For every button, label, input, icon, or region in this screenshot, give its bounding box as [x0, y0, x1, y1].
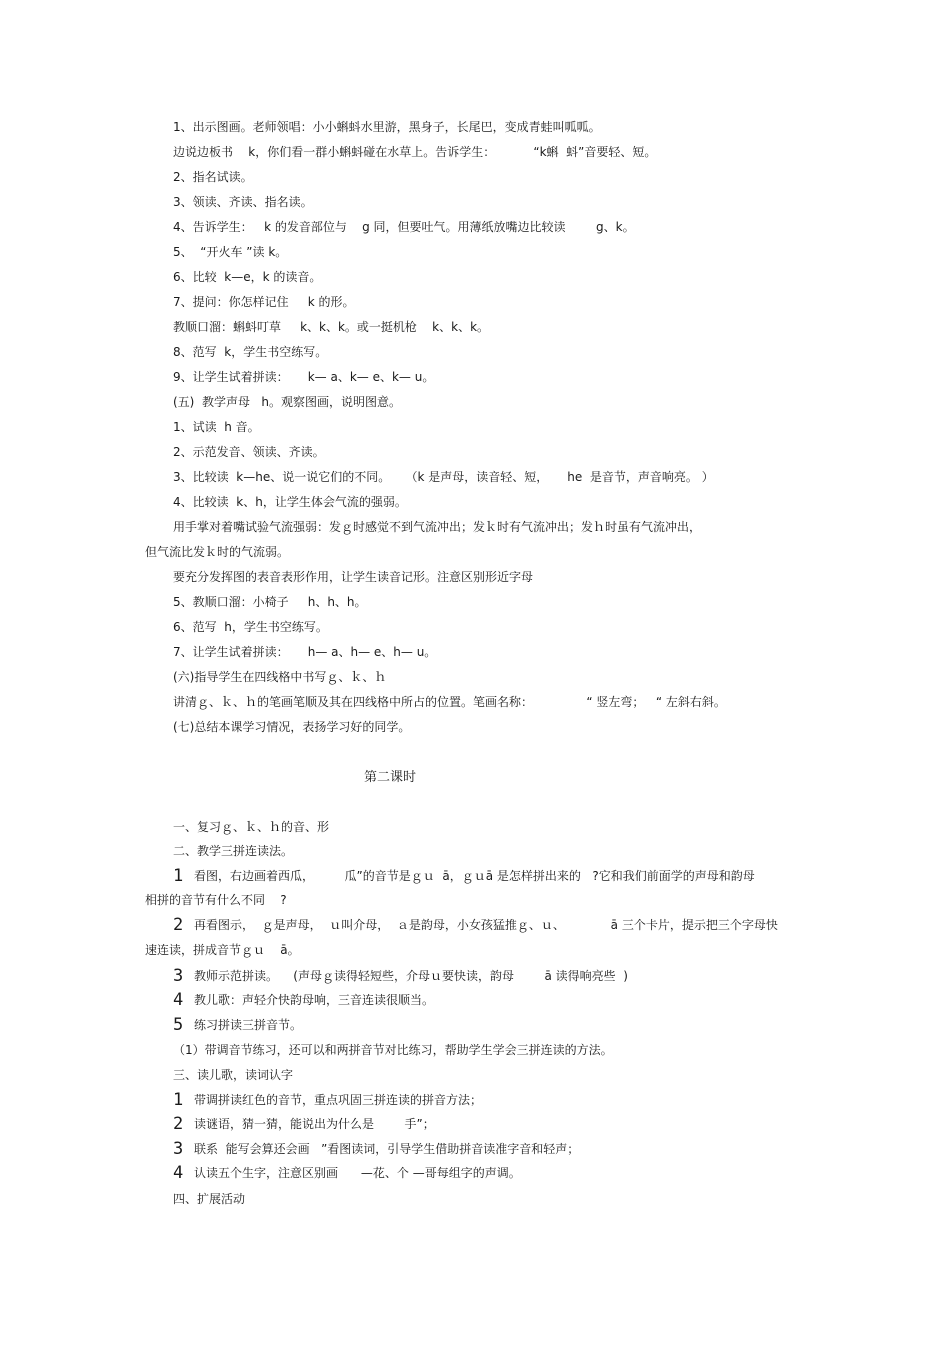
step-number: 3 [173, 966, 184, 986]
step-text: 带调拼读红色的音节，重点巩固三拼连读的拼音方法； [194, 1093, 483, 1107]
text-line: 3、比较读 k—he、说一说它们的不同。 （k 是声母，读音轻、短， he 是音节，声音响亮。 ） [173, 470, 714, 484]
text-line: 6、范写 h，学生书空练写。 [173, 620, 328, 634]
text-line: 4、告诉学生： k 的发音部位与 g 同，但要吐气。用薄纸放嘴边比较读 g、k。 [173, 220, 635, 234]
text-line: 三、读儿歌，读词认字 [173, 1068, 294, 1082]
text-line: 2、指名试读。 [173, 170, 253, 184]
text-line: 教顺口溜：蝌蚪叮草 k、k、k。或一挺机枪 k、k、k。 [173, 320, 490, 334]
text-line: 3、领读、齐读、指名读。 [173, 195, 313, 209]
text-line: 边说边板书 k，你们看一群小蝌蚪碰在水草上。告诉学生： “k蝌 蚪”音要轻、短。 [173, 145, 657, 159]
text-line: 9、让学生试着拼读： k— a、k— e、k— u。 [173, 370, 435, 384]
text-line: 5、教顺口溜：小椅子 h、h、h。 [173, 595, 367, 609]
text-line: 讲清ｇ、ｋ、ｈ的笔画笔顺及其在四线格中所占的位置。笔画名称： “ 竖左弯； “ 左斜右斜。 [173, 695, 726, 709]
text-line: 4、比较读 k、h，让学生体会气流的强弱。 [173, 495, 407, 509]
text-line: （1）带调音节练习，还可以和两拼音节对比练习，帮助学生学会三拼连读的方法。 [173, 1043, 613, 1057]
step-text: 联系 能写会算还会画 ”看图读词，引导学生借助拼音读准字音和轻声； [194, 1142, 580, 1156]
text-line: (六)指导学生在四线格中书写ｇ、ｋ、ｈ [173, 670, 387, 684]
step-number: 4 [173, 1163, 184, 1183]
text-line: 相拼的音节有什么不同 ? [145, 893, 287, 907]
text-line: 7、让学生试着拼读： h— a、h— e、h— u。 [173, 645, 437, 659]
text-line: 2、示范发音、领读、齐读。 [173, 445, 325, 459]
step-number: 1 [173, 866, 184, 886]
step-text: 练习拼读三拼音节。 [194, 1018, 303, 1032]
step-text: 再看图示， ｇ是声母， ｕ叫介母， ａ是韵母，小女孩猛推ｇ、ｕ、 ā 三个卡片，提示把三个字母快 [194, 918, 778, 932]
step-number: 4 [173, 990, 184, 1010]
text-line: 但气流比发ｋ时的气流弱。 [145, 545, 290, 559]
text-line: (七)总结本课学习情况，表扬学习好的同学。 [173, 720, 411, 734]
text-line: 四、扩展活动 [173, 1192, 246, 1206]
step-number: 3 [173, 1139, 184, 1159]
text-line: 要充分发挥图的表音表形作用，让学生读音记形。注意区别形近字母 [173, 570, 534, 584]
text-line: (五) 教学声母 h。观察图画，说明图意。 [173, 395, 402, 409]
step-text: 看图，右边画着西瓜， 瓜”的音节是ｇｕ ā，ｇｕā 是怎样拼出来的 ?它和我们前面学的声母和韵母 [194, 869, 755, 883]
text-line: 8、范写 k，学生书空练写。 [173, 345, 328, 359]
text-line: 1、试读 h 音。 [173, 420, 260, 434]
text-line: 7、提问：你怎样记住 k 的形。 [173, 295, 355, 309]
text-line: 用手掌对着嘴试验气流强弱：发ｇ时感觉不到气流冲出；发ｋ时有气流冲出；发ｈ时虽有气流冲出， [173, 520, 702, 534]
step-text: 教儿歌：声轻介快韵母响，三音连读很顺当。 [194, 993, 435, 1007]
step-text: 认读五个生字，注意区别画 —花、个 —哥每组字的声调。 [194, 1166, 521, 1180]
step-text: 教师示范拼读。 (声母ｇ读得轻短些，介母ｕ要快读，韵母 ā 读得响亮些 ) [194, 969, 628, 983]
step-number: 5 [173, 1015, 184, 1035]
step-number: 2 [173, 1114, 184, 1134]
text-line: 一、复习ｇ、ｋ、ｈ的音、形 [173, 820, 330, 834]
text-line: 5、 “开火车 ”读 k。 [173, 245, 288, 259]
step-text: 读谜语，猜一猜，能说出为什么是 手”； [194, 1117, 435, 1131]
text-line: 6、比较 k—e，k 的读音。 [173, 270, 322, 284]
text-line: 速连读，拼成音节ｇｕ ā。 [145, 943, 300, 957]
text-line: 二、教学三拼连读法。 [173, 844, 294, 858]
step-number: 1 [173, 1090, 184, 1110]
step-number: 2 [173, 915, 184, 935]
text-line: 1、出示图画。老师领唱：小小蝌蚪水里游，黑身子，长尾巴，变成青蛙叫呱呱。 [173, 120, 601, 134]
section-title: 第二课时 [363, 770, 416, 785]
